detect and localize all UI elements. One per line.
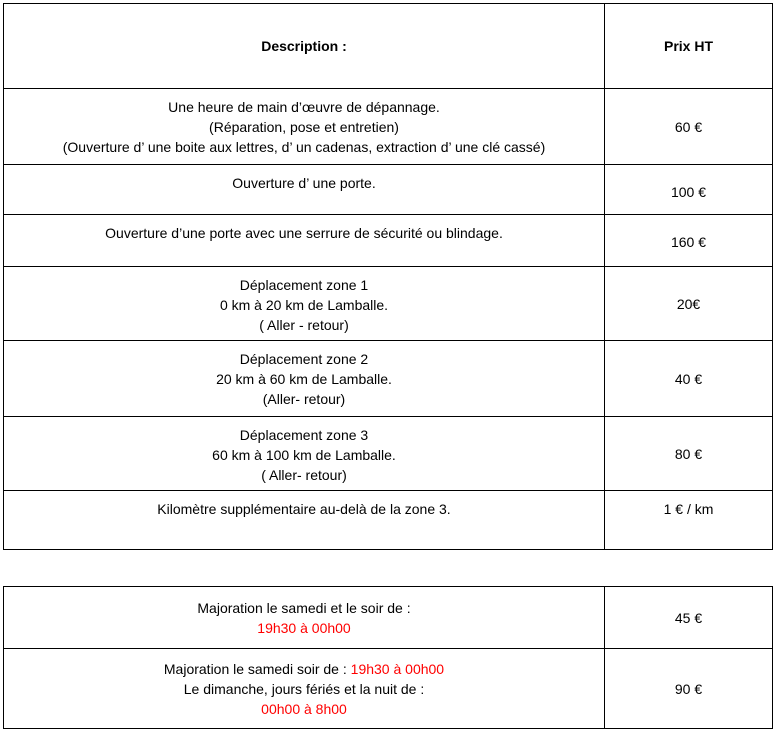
surcharge-time: 19h30 à 00h00 [350, 660, 445, 677]
row-description [4, 491, 605, 550]
description-header: Description : [4, 4, 605, 89]
surcharge-table [3, 586, 773, 729]
row-line: (Réparation, pose et entretien) [209, 119, 399, 135]
row-line: Déplacement zone 2 [239, 351, 369, 367]
row-line: 0 km à 20 km de Lamballe. [219, 297, 389, 313]
row-price: 100 € [605, 165, 773, 215]
row-line: Kilomètre supplémentaire au-delà de la zone 3. [157, 501, 451, 517]
surcharge-text: Majoration le samedi soir de : [163, 660, 351, 677]
row-line: Ouverture d’ une porte. [232, 175, 376, 191]
row-price: 1 € / km [605, 491, 773, 550]
row-price: 160 € [605, 215, 773, 267]
row-line: 20 km à 60 km de Lamballe. [216, 371, 392, 387]
row-line: (Aller- retour) [262, 391, 346, 407]
row-line: (Ouverture d’ une boite aux lettres, d’ un cadenas, extraction d’ une clé cassé) [62, 139, 546, 155]
surcharge-description [4, 649, 605, 729]
surcharge-row [4, 587, 773, 649]
row-description [4, 165, 605, 215]
surcharge-time: 00h00 à 8h00 [261, 700, 347, 717]
row-description [4, 215, 605, 267]
surcharge-row [4, 649, 773, 729]
table-row [4, 215, 773, 267]
table-row [4, 417, 773, 491]
surcharge-time: 19h30 à 00h00 [257, 619, 351, 636]
table-row [4, 341, 773, 417]
row-description [4, 89, 605, 165]
row-line: Déplacement zone 3 [239, 427, 369, 443]
surcharge-price: 45 € [605, 587, 773, 649]
row-line: ( Aller - retour) [259, 317, 349, 333]
surcharge-description [4, 587, 605, 649]
row-description [4, 341, 605, 417]
row-line: Ouverture d’une porte avec une serrure de sécurité ou blindage. [105, 225, 503, 241]
table-row [4, 491, 773, 550]
row-line: Une heure de main d’œuvre de dépannage. [168, 99, 440, 115]
row-line: Déplacement zone 1 [239, 277, 369, 293]
row-description [4, 267, 605, 341]
row-price: 20€ [605, 267, 773, 341]
surcharge-text: Le dimanche, jours fériés et la nuit de : [183, 680, 425, 697]
row-price: 40 € [605, 341, 773, 417]
table-row [4, 89, 773, 165]
table-header-row [4, 4, 773, 89]
row-price: 60 € [605, 89, 773, 165]
row-description [4, 417, 605, 491]
surcharge-text: Majoration le samedi et le soir de : [197, 599, 411, 616]
price-header: Prix HT [605, 4, 773, 89]
surcharge-line [4, 659, 604, 679]
pricing-table [3, 3, 773, 550]
table-row [4, 165, 773, 215]
table-row [4, 267, 773, 341]
row-line: 60 km à 100 km de Lamballe. [212, 447, 396, 463]
row-price: 80 € [605, 417, 773, 491]
row-line: ( Aller- retour) [261, 467, 347, 483]
surcharge-price: 90 € [605, 649, 773, 729]
